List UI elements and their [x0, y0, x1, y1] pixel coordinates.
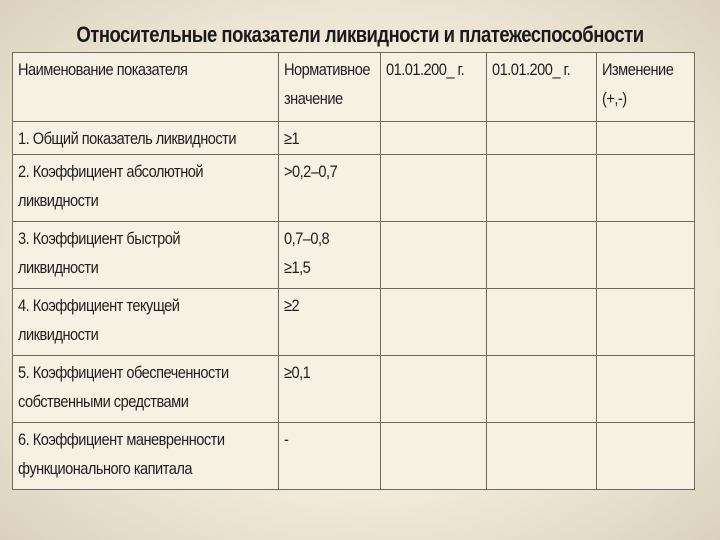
header-indicator-name [13, 53, 279, 122]
cell-line: собственными средствами [18, 392, 189, 411]
header-line: 01.01.200_ г. [492, 60, 571, 79]
header-line: значение [284, 89, 343, 108]
cell-line: ≥2 [284, 296, 300, 315]
cell-normative-value [279, 155, 381, 222]
cell-date-1-value [381, 222, 487, 289]
header-line: Нормативное [284, 60, 370, 79]
table-row [13, 122, 695, 155]
cell-line: 4. Коэффициент текущей [18, 296, 180, 315]
header-date-1 [381, 53, 487, 122]
cell-indicator-name [13, 222, 279, 289]
cell-change-value [597, 155, 695, 222]
cell-line: ликвидности [18, 325, 99, 344]
cell-normative-value [279, 289, 381, 356]
table-row [13, 356, 695, 423]
table-row [13, 222, 695, 289]
cell-date-2-value [487, 356, 597, 423]
cell-normative-value [279, 222, 381, 289]
cell-date-1-value [381, 356, 487, 423]
cell-line: ≥1 [284, 129, 300, 148]
cell-change-value [597, 423, 695, 490]
cell-indicator-name [13, 423, 279, 490]
cell-line: ликвидности [18, 258, 99, 277]
cell-date-2-value [487, 222, 597, 289]
cell-indicator-name [13, 122, 279, 155]
cell-change-value [597, 289, 695, 356]
cell-change-value [597, 222, 695, 289]
cell-line: 2. Коэффициент абсолютной [18, 162, 204, 181]
header-line: Изменение [602, 60, 674, 79]
cell-date-2-value [487, 155, 597, 222]
cell-indicator-name [13, 155, 279, 222]
cell-line: 6. Коэффициент маневренности [18, 430, 225, 449]
cell-change-value [597, 122, 695, 155]
table-row [13, 289, 695, 356]
cell-line: ≥0,1 [284, 363, 311, 382]
cell-line: >0,2–0,7 [284, 162, 338, 181]
cell-line: ликвидности [18, 191, 99, 210]
indicators-table-container [12, 52, 694, 488]
cell-date-1-value [381, 423, 487, 490]
header-change [597, 53, 695, 122]
header-normative-value [279, 53, 381, 122]
header-date-2 [487, 53, 597, 122]
cell-indicator-name [13, 289, 279, 356]
cell-normative-value [279, 356, 381, 423]
cell-indicator-name [13, 356, 279, 423]
header-line: Наименование показателя [18, 60, 188, 79]
cell-line: 5. Коэффициент обеспеченности [18, 363, 229, 382]
liquidity-indicators-table [12, 52, 695, 490]
table-header-row [13, 53, 695, 122]
header-line: 01.01.200_ г. [386, 60, 465, 79]
table-row [13, 155, 695, 222]
cell-line: функционального капитала [18, 459, 192, 478]
cell-date-1-value [381, 289, 487, 356]
cell-line: 3. Коэффициент быстрой [18, 229, 181, 248]
cell-line: 0,7–0,8 [284, 229, 330, 248]
cell-normative-value [279, 423, 381, 490]
cell-date-2-value [487, 289, 597, 356]
cell-date-2-value [487, 423, 597, 490]
cell-date-2-value [487, 122, 597, 155]
cell-date-1-value [381, 155, 487, 222]
cell-line: - [284, 430, 289, 449]
cell-line: ≥1,5 [284, 258, 311, 277]
table-row [13, 423, 695, 490]
cell-change-value [597, 356, 695, 423]
cell-date-1-value [381, 122, 487, 155]
cell-normative-value [279, 122, 381, 155]
header-line: (+,-) [602, 89, 627, 108]
slide-title: Относительные показатели ликвидности и платежеспособности [76, 22, 644, 47]
cell-line: 1. Общий показатель ликвидности [18, 129, 236, 148]
